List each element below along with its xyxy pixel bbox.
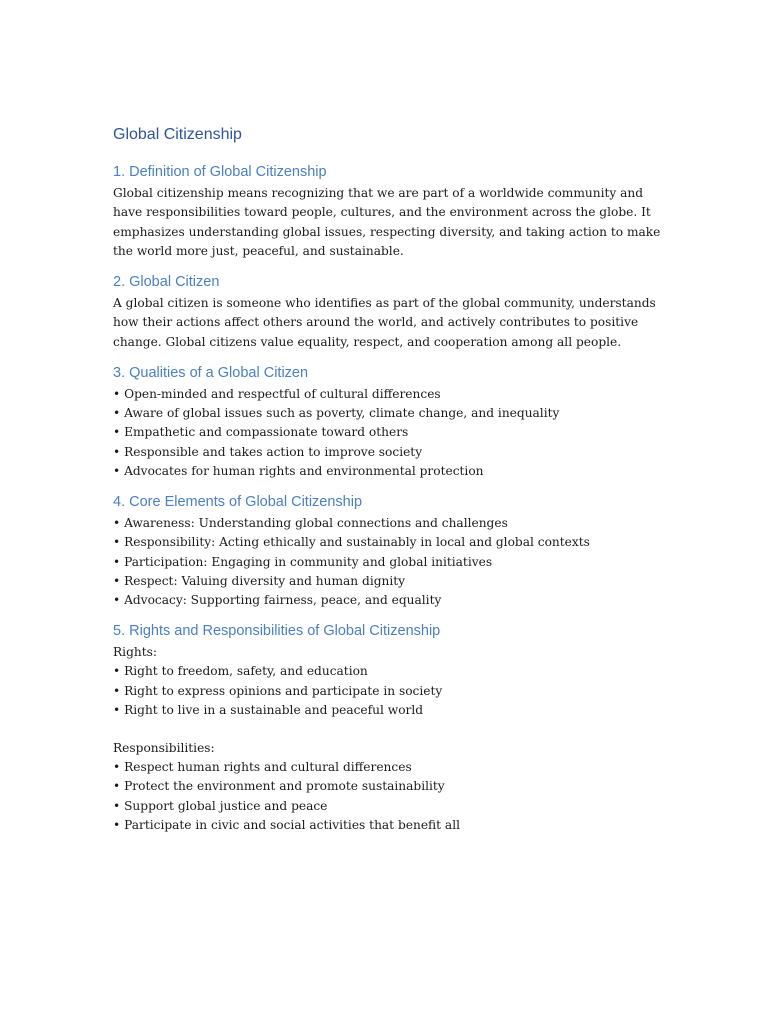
rights-label: Rights: bbox=[113, 645, 157, 660]
responsibilities-label: Responsibilities: bbox=[113, 740, 215, 755]
list-item: • Open-minded and respectful of cultural differences bbox=[113, 385, 673, 404]
list-item: • Support global justice and peace bbox=[113, 797, 673, 816]
list-item: • Participate in civic and social activities that benefit all bbox=[113, 816, 673, 835]
section-qualities bbox=[113, 363, 673, 481]
section-heading: 3. Qualities of a Global Citizen bbox=[113, 365, 309, 382]
section-definition bbox=[113, 162, 673, 261]
document-title: Global Citizenship bbox=[113, 126, 242, 143]
section-rights-responsibilities bbox=[113, 621, 673, 835]
section-paragraph: Global citizenship means recognizing that we are part of a worldwide community and have responsibilities toward people, cultures, and the environment across the globe. It emphasizes understanding global issues, respecting diversity, and taking action to make the world more just, peaceful, and sustainable. bbox=[113, 186, 661, 258]
list-item: • Right to live in a sustainable and peaceful world bbox=[113, 701, 673, 720]
list-item: • Advocates for human rights and environmental protection bbox=[113, 462, 673, 481]
list-item: • Aware of global issues such as poverty, climate change, and inequality bbox=[113, 404, 673, 423]
core-elements-list bbox=[113, 514, 673, 610]
list-item: • Participation: Engaging in community and global initiatives bbox=[113, 553, 673, 572]
list-item: • Awareness: Understanding global connections and challenges bbox=[113, 514, 673, 533]
list-item: • Responsibility: Acting ethically and sustainably in local and global contexts bbox=[113, 533, 673, 552]
blank-line bbox=[113, 720, 673, 739]
list-item: • Protect the environment and promote sustainability bbox=[113, 777, 673, 796]
section-heading: 1. Definition of Global Citizenship bbox=[113, 164, 327, 180]
section-heading: 5. Rights and Responsibilities of Global Citizenship bbox=[113, 623, 441, 640]
document-page bbox=[113, 124, 673, 846]
section-heading: 4. Core Elements of Global Citizenship bbox=[113, 494, 363, 511]
section-global-citizen bbox=[113, 272, 673, 352]
responsibilities-list bbox=[113, 758, 673, 835]
section-core-elements bbox=[113, 492, 673, 610]
section-heading: 2. Global Citizen bbox=[113, 274, 220, 291]
rights-list bbox=[113, 662, 673, 720]
list-item: • Right to freedom, safety, and education bbox=[113, 662, 673, 681]
qualities-list bbox=[113, 385, 673, 481]
section-paragraph: A global citizen is someone who identifies as part of the global community, understands how their actions affect others around the world, and actively contributes to positive change. Global citizens value equality, respect, and cooperation among all people. bbox=[113, 296, 656, 349]
list-item: • Responsible and takes action to improve society bbox=[113, 443, 673, 462]
list-item: • Respect human rights and cultural differences bbox=[113, 758, 673, 777]
list-item: • Right to express opinions and participate in society bbox=[113, 682, 673, 701]
list-item: • Advocacy: Supporting fairness, peace, and equality bbox=[113, 591, 673, 610]
list-item: • Empathetic and compassionate toward others bbox=[113, 423, 673, 442]
list-item: • Respect: Valuing diversity and human dignity bbox=[113, 572, 673, 591]
